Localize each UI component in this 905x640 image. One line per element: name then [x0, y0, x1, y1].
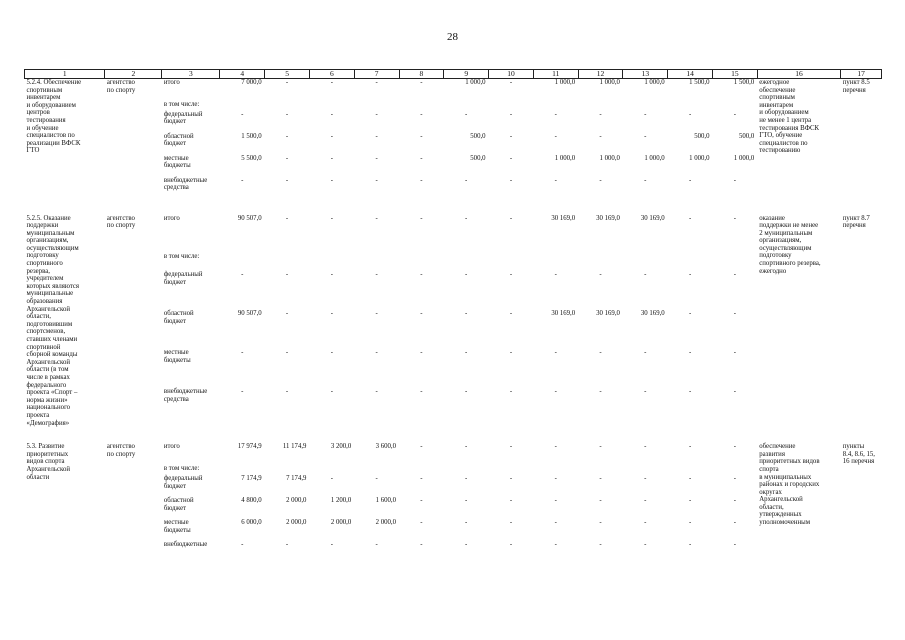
funding-value: 30 169,0 [640, 214, 665, 222]
funding-value: 500,0 [470, 154, 486, 162]
funding-value: - [733, 310, 736, 318]
funding-value [712, 101, 757, 111]
funding-value [578, 253, 623, 271]
funding-value: - [554, 271, 557, 279]
funding-value [623, 101, 668, 111]
funding-value: 7 000,0 [241, 79, 262, 86]
responsible-agency: агентство по спорту [106, 79, 136, 94]
funding-source: областной бюджет [163, 132, 194, 148]
funding-value: - [420, 132, 423, 140]
funding-value: - [509, 388, 513, 396]
funding-source: внебюджетные средства [163, 388, 208, 403]
funding-value: - [509, 176, 513, 184]
funding-value: - [465, 176, 468, 184]
funding-value: - [599, 110, 602, 118]
funding-value: - [554, 176, 557, 184]
column-number: 3 [162, 70, 220, 79]
funding-value [489, 101, 534, 111]
funding-value: - [688, 519, 692, 527]
funding-value: - [330, 132, 333, 140]
funding-value: - [733, 497, 736, 505]
funding-value: - [644, 110, 647, 118]
funding-value: - [644, 132, 647, 140]
column-number: 5 [265, 70, 310, 79]
funding-value: - [644, 443, 647, 451]
funding-value: 30 169,0 [596, 214, 620, 222]
funding-value: 1 000,0 [554, 154, 576, 162]
funding-value: - [420, 475, 423, 483]
funding-value [668, 465, 713, 475]
funding-value: - [599, 132, 602, 140]
spacer [25, 199, 882, 215]
funding-source: в том числе: [163, 465, 200, 473]
funding-value: - [420, 541, 423, 549]
funding-value: - [241, 541, 244, 549]
section-gap [25, 199, 882, 215]
funding-value: 17 974,9 [237, 443, 262, 451]
funding-value: - [285, 79, 289, 86]
funding-source: итого [163, 79, 180, 86]
funding-value: - [509, 519, 513, 527]
funding-value: - [330, 176, 333, 184]
funding-value: - [554, 443, 557, 451]
funding-value: - [375, 132, 378, 140]
funding-value: - [420, 176, 423, 184]
column-number: 9 [444, 70, 489, 79]
funding-value: - [241, 349, 244, 357]
funding-value [309, 465, 354, 475]
funding-value: 1 000,0 [733, 154, 755, 162]
funding-value: - [733, 214, 736, 222]
funding-value: - [420, 388, 423, 396]
funding-value: 7 174,9 [286, 475, 307, 483]
responsible-agency: агентство по спорту [106, 214, 136, 230]
funding-value: - [688, 214, 692, 222]
funding-value [399, 465, 444, 475]
funding-value: - [644, 475, 647, 483]
funding-value: - [330, 349, 333, 357]
funding-value [533, 253, 578, 271]
funding-value: - [330, 475, 333, 483]
column-number-row [25, 70, 882, 79]
funding-value: 1 000,0 [644, 154, 665, 162]
funding-value: 90 507,0 [237, 310, 262, 318]
funding-value: - [465, 388, 468, 396]
funding-value: 1 200,0 [330, 497, 352, 505]
funding-value: - [375, 349, 378, 357]
funding-value: - [375, 271, 378, 279]
funding-value: - [330, 310, 333, 318]
funding-value: - [599, 475, 602, 483]
funding-value: - [509, 349, 513, 357]
funding-value: - [688, 176, 692, 184]
funding-value [489, 465, 534, 475]
funding-value: - [688, 310, 692, 318]
funding-value [354, 465, 399, 475]
funding-value: - [330, 271, 333, 279]
funding-value: 1 600,0 [375, 497, 397, 505]
funding-value: - [420, 497, 423, 505]
funding-source: местные бюджеты [163, 349, 191, 364]
funding-value: - [599, 443, 602, 451]
column-number: 10 [489, 70, 534, 79]
section-gap [25, 427, 882, 443]
table-row [25, 79, 882, 101]
funding-value: - [285, 349, 289, 357]
funding-value: 1 000,0 [554, 79, 576, 86]
funding-value: - [285, 110, 289, 118]
funding-value: - [420, 519, 423, 527]
funding-value: - [554, 541, 557, 549]
funding-value [444, 101, 489, 111]
funding-value: - [554, 475, 557, 483]
column-number: 12 [578, 70, 623, 79]
funding-value: - [688, 349, 692, 357]
column-number: 13 [623, 70, 668, 79]
funding-value: - [688, 541, 692, 549]
funding-value: - [733, 271, 736, 279]
funding-value: - [330, 541, 333, 549]
funding-value: - [241, 176, 244, 184]
funding-source: итого [163, 214, 180, 222]
funding-value: 30 169,0 [640, 310, 665, 318]
funding-value: - [285, 271, 289, 279]
funding-value: - [554, 349, 557, 357]
funding-source: федеральный бюджет [163, 110, 203, 126]
funding-value: - [599, 388, 602, 396]
funding-value: - [285, 214, 289, 222]
funding-value [533, 465, 578, 475]
funding-source: внебюджетные средства [163, 176, 208, 192]
column-number: 8 [399, 70, 444, 79]
funding-value: - [644, 176, 647, 184]
funding-value: - [420, 214, 423, 222]
funding-value: - [509, 271, 513, 279]
funding-value: - [733, 349, 736, 357]
funding-value: 2 000,0 [286, 519, 307, 527]
column-number: 1 [25, 70, 105, 79]
column-number: 11 [533, 70, 578, 79]
funding-value: - [285, 176, 289, 184]
column-number: 16 [757, 70, 840, 79]
funding-value: - [509, 497, 513, 505]
expected-result: оказание поддержки не менее 2 муниципальным организациям, осуществляющим подготовку спортивного резерва, ежегодно [759, 214, 821, 275]
list-reference: пункт 8.7 перечня [842, 214, 870, 230]
funding-value: - [554, 132, 557, 140]
funding-value: - [375, 154, 378, 162]
funding-value: - [644, 541, 647, 549]
funding-value: - [644, 497, 647, 505]
funding-value [533, 101, 578, 111]
funding-value: - [599, 541, 602, 549]
funding-value: - [465, 497, 468, 505]
funding-source: местные бюджеты [163, 519, 191, 534]
funding-value: 6 000,0 [241, 519, 262, 527]
column-number: 2 [105, 70, 162, 79]
funding-value [265, 101, 310, 111]
funding-source: в том числе: [163, 100, 200, 108]
funding-value: 3 600,0 [375, 443, 397, 451]
funding-value [220, 465, 265, 475]
list-reference: пункт 8.5 перечня [842, 79, 870, 94]
funding-value: - [465, 475, 468, 483]
expected-result: ежегодное обеспечение спортивным инвентарем и оборудованием не менее 1 центра тестирования ВФСК ГТО, обучение специалистов по тестированию [759, 79, 820, 155]
funding-value: - [465, 349, 468, 357]
column-number: 6 [309, 70, 354, 79]
funding-value: - [285, 310, 289, 318]
funding-value: - [465, 519, 468, 527]
funding-value: - [733, 475, 736, 483]
funding-value: - [733, 110, 736, 118]
funding-value: - [599, 349, 602, 357]
page-number: 28 [447, 31, 458, 43]
funding-value: 30 169,0 [551, 214, 576, 222]
funding-value [220, 253, 265, 271]
funding-value: 4 800,0 [241, 497, 262, 505]
funding-value: - [241, 388, 244, 396]
funding-value: - [465, 310, 468, 318]
funding-value: - [509, 475, 513, 483]
funding-value: - [733, 176, 736, 184]
funding-value: - [509, 154, 513, 162]
funding-value: - [599, 519, 602, 527]
funding-value: - [330, 388, 333, 396]
funding-value: - [375, 541, 378, 549]
spacer [25, 427, 882, 443]
program-table [24, 69, 882, 563]
funding-value [354, 101, 399, 111]
funding-value [712, 253, 757, 271]
funding-value: 1 000,0 [689, 154, 710, 162]
funding-value: - [733, 443, 736, 451]
funding-value: 1 500,0 [689, 79, 710, 86]
funding-value [265, 465, 310, 475]
funding-value: - [330, 110, 333, 118]
funding-value: - [375, 79, 378, 86]
funding-value [623, 253, 668, 271]
funding-value: - [330, 154, 333, 162]
table-row [25, 443, 882, 465]
funding-value [399, 253, 444, 271]
funding-value: 11 174,9 [282, 443, 307, 451]
funding-value: - [688, 475, 692, 483]
funding-value [489, 253, 534, 271]
funding-value: - [644, 349, 647, 357]
funding-value: - [509, 310, 513, 318]
funding-value: - [465, 443, 468, 451]
funding-value: - [465, 110, 468, 118]
column-number: 15 [712, 70, 757, 79]
funding-value: 2 000,0 [286, 497, 307, 505]
funding-value [309, 101, 354, 111]
funding-value: 500,0 [738, 132, 755, 140]
funding-value: 500,0 [694, 132, 710, 140]
funding-value [354, 253, 399, 271]
funding-value: - [241, 271, 244, 279]
funding-value: - [509, 110, 513, 118]
funding-value: - [733, 541, 736, 549]
funding-value: - [509, 214, 513, 222]
funding-value [444, 465, 489, 475]
funding-value: - [554, 519, 557, 527]
column-number: 17 [841, 70, 882, 79]
funding-value: - [688, 388, 692, 396]
funding-value: 90 507,0 [237, 214, 262, 222]
funding-value: - [688, 443, 692, 451]
expected-result: обеспечение развития приоритетных видов спорта в муниципальных районах и городских округах Архангельской области, утвержденных уполномоченным [759, 443, 820, 527]
list-reference: пункты 8.4, 8.6, 15, 16 перечня [842, 443, 876, 466]
measure-name: 5.3. Развитие приоритетных видов спорта Архангельской области [26, 443, 70, 481]
funding-value: - [465, 541, 468, 549]
funding-value [712, 465, 757, 475]
column-number: 4 [220, 70, 265, 79]
funding-value: - [241, 110, 244, 118]
funding-value [668, 101, 713, 111]
column-number: 7 [354, 70, 399, 79]
funding-value: - [465, 271, 468, 279]
table-row [25, 215, 882, 254]
funding-source: федеральный бюджет [163, 271, 203, 286]
funding-value: - [375, 388, 378, 396]
funding-value: 5 500,0 [241, 154, 262, 162]
funding-value: - [554, 497, 557, 505]
responsible-agency: агентство по спорту [106, 443, 136, 458]
funding-value [668, 253, 713, 271]
funding-value: - [599, 176, 602, 184]
funding-value: - [554, 388, 557, 396]
funding-value: - [330, 79, 333, 86]
funding-value [578, 101, 623, 111]
funding-value: - [644, 388, 647, 396]
column-number: 14 [668, 70, 713, 79]
funding-value: - [420, 271, 423, 279]
funding-value: - [599, 271, 602, 279]
funding-value: 1 500,0 [733, 79, 755, 86]
funding-value: - [644, 271, 647, 279]
funding-source: внебюджетные [163, 541, 208, 549]
funding-value: 3 200,0 [330, 443, 352, 451]
funding-value [220, 101, 265, 111]
funding-value: 30 169,0 [551, 310, 576, 318]
funding-value: - [509, 132, 513, 140]
funding-source: местные бюджеты [163, 154, 191, 170]
funding-source: областной бюджет [163, 497, 194, 512]
funding-value: 1 000,0 [599, 154, 620, 162]
funding-value [578, 465, 623, 475]
funding-value: 7 174,9 [241, 475, 262, 483]
funding-value [399, 101, 444, 111]
funding-value: 1 000,0 [599, 79, 620, 86]
funding-value: 1 500,0 [241, 132, 262, 140]
funding-value: - [330, 214, 333, 222]
funding-value [623, 465, 668, 475]
measure-name: 5.2.4. Обеспечение спортивным инвентарем и оборудованием центров тестирования и обучение специалистов по реализации ВФСК ГТО [26, 79, 82, 155]
funding-value [265, 253, 310, 271]
funding-value: 30 169,0 [596, 310, 620, 318]
funding-value: - [420, 154, 423, 162]
funding-value: - [465, 214, 468, 222]
funding-source: областной бюджет [163, 310, 194, 325]
table-body [25, 79, 882, 564]
funding-value: - [688, 110, 692, 118]
funding-value: - [509, 443, 513, 451]
funding-value: - [688, 271, 692, 279]
funding-value: - [420, 110, 423, 118]
funding-value: - [554, 110, 557, 118]
funding-value: 1 000,0 [465, 79, 486, 86]
funding-value: 1 000,0 [644, 79, 665, 86]
funding-value: - [375, 176, 378, 184]
funding-value: - [285, 132, 289, 140]
funding-value: - [375, 475, 378, 483]
funding-source: федеральный бюджет [163, 475, 203, 490]
funding-value: - [644, 519, 647, 527]
funding-value: - [509, 541, 513, 549]
funding-value: - [420, 443, 423, 451]
funding-value [444, 253, 489, 271]
funding-value [309, 253, 354, 271]
funding-source: в том числе: [163, 253, 200, 261]
funding-value: 2 000,0 [375, 519, 397, 527]
funding-value: - [599, 497, 602, 505]
funding-value: - [688, 497, 692, 505]
funding-value: - [375, 310, 378, 318]
funding-value: 2 000,0 [330, 519, 352, 527]
funding-value: - [420, 79, 423, 86]
funding-value: - [420, 349, 423, 357]
funding-value: - [733, 388, 736, 396]
funding-value: 500,0 [470, 132, 486, 140]
funding-source: итого [163, 443, 180, 451]
funding-value: - [375, 110, 378, 118]
funding-value: - [285, 541, 289, 549]
funding-value: - [509, 79, 513, 86]
funding-value: - [733, 519, 736, 527]
funding-value: - [420, 310, 423, 318]
funding-value: - [375, 214, 378, 222]
funding-value: - [285, 154, 289, 162]
funding-value: - [285, 388, 289, 396]
measure-name: 5.2.5. Оказание поддержки муниципальным организациям, осуществляющим подготовку спортивного резерва, учредителем которых являются муниципальные образования Архангельской области, подготовившим спортсменов, ставших членами спортивной сборной команды Архангельской области (в том числе в рамках федерального проекта «Спорт – норма жизни» национального проекта «Демография» [26, 214, 80, 427]
